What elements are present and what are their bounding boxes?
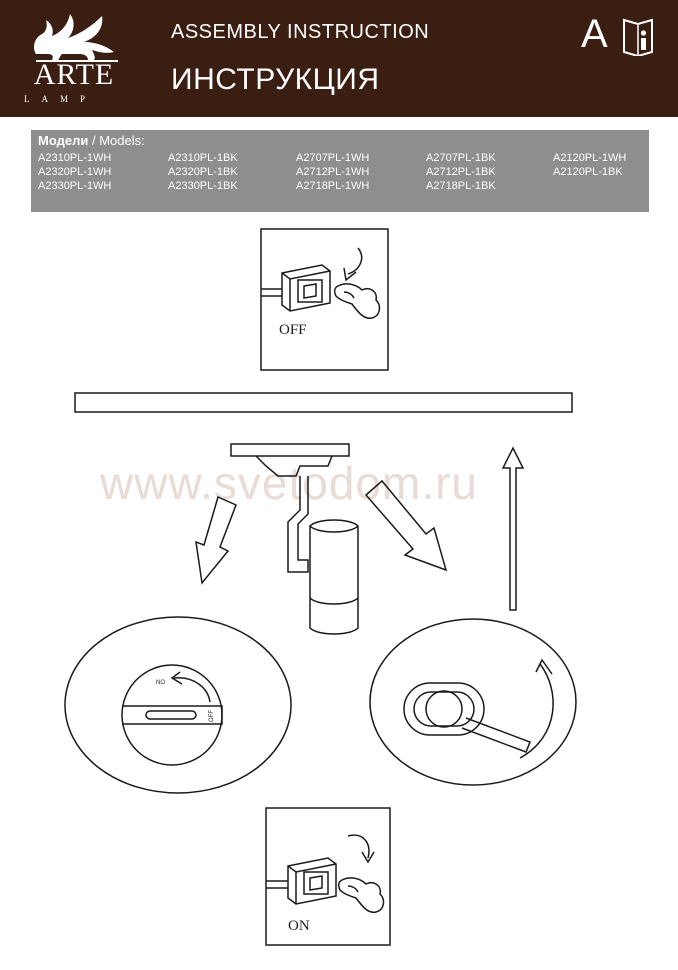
- down-left-arrow-icon: [196, 497, 236, 583]
- model-code: A2707PL-1WH: [296, 152, 370, 164]
- title-english: ASSEMBLY INSTRUCTION: [171, 21, 430, 43]
- rotate-arrow-icon: [344, 248, 362, 280]
- brand-subtitle: LAMP: [24, 94, 98, 104]
- up-arrow-icon: [503, 448, 523, 610]
- brand-name: ARTE: [33, 58, 115, 91]
- switch-box-icon: [288, 858, 336, 904]
- watermark-text: www.svetodom.ru: [100, 457, 479, 509]
- spot-lamp-icon: [231, 444, 358, 634]
- model-code: A2320PL-1BK: [168, 166, 238, 178]
- language-letter: A: [581, 12, 608, 56]
- model-code: A2330PL-1BK: [168, 180, 238, 192]
- title-russian: ИНСТРУКЦИЯ: [171, 63, 380, 96]
- hand-icon: [339, 878, 384, 912]
- hand-icon: [335, 284, 380, 318]
- rotate-arrow-icon: [348, 835, 374, 862]
- rotary-no-label: NO: [156, 680, 165, 686]
- model-code: A2320PL-1WH: [38, 166, 112, 178]
- model-code: A2330PL-1WH: [38, 180, 112, 192]
- switch-off-frame: [261, 229, 388, 370]
- rotary-off-label: OFF: [209, 710, 215, 722]
- model-code: A2712PL-1WH: [296, 166, 370, 178]
- model-code: A2310PL-1BK: [168, 152, 238, 164]
- down-right-arrow-icon: [366, 481, 446, 570]
- track-rail: [75, 393, 572, 412]
- rotary-detail-ellipse: [65, 617, 291, 793]
- model-code: A2718PL-1WH: [296, 180, 370, 192]
- model-code: A2120PL-1BK: [553, 166, 623, 178]
- rotary-adapter-icon: [122, 665, 222, 765]
- models-label: Модели / Models:: [38, 133, 145, 148]
- switch-box-icon: [282, 265, 330, 311]
- info-letter: i: [644, 50, 645, 51]
- lock-key-icon: [404, 660, 553, 758]
- model-code: A2120PL-1WH: [553, 152, 627, 164]
- switch-off-label: OFF: [279, 322, 307, 338]
- switch-on-frame: [266, 808, 390, 945]
- model-code: A2707PL-1BK: [426, 152, 496, 164]
- model-code: A2712PL-1BK: [426, 166, 496, 178]
- model-code: A2718PL-1BK: [426, 180, 496, 192]
- switch-on-label: ON: [288, 918, 310, 934]
- model-code: A2310PL-1WH: [38, 152, 112, 164]
